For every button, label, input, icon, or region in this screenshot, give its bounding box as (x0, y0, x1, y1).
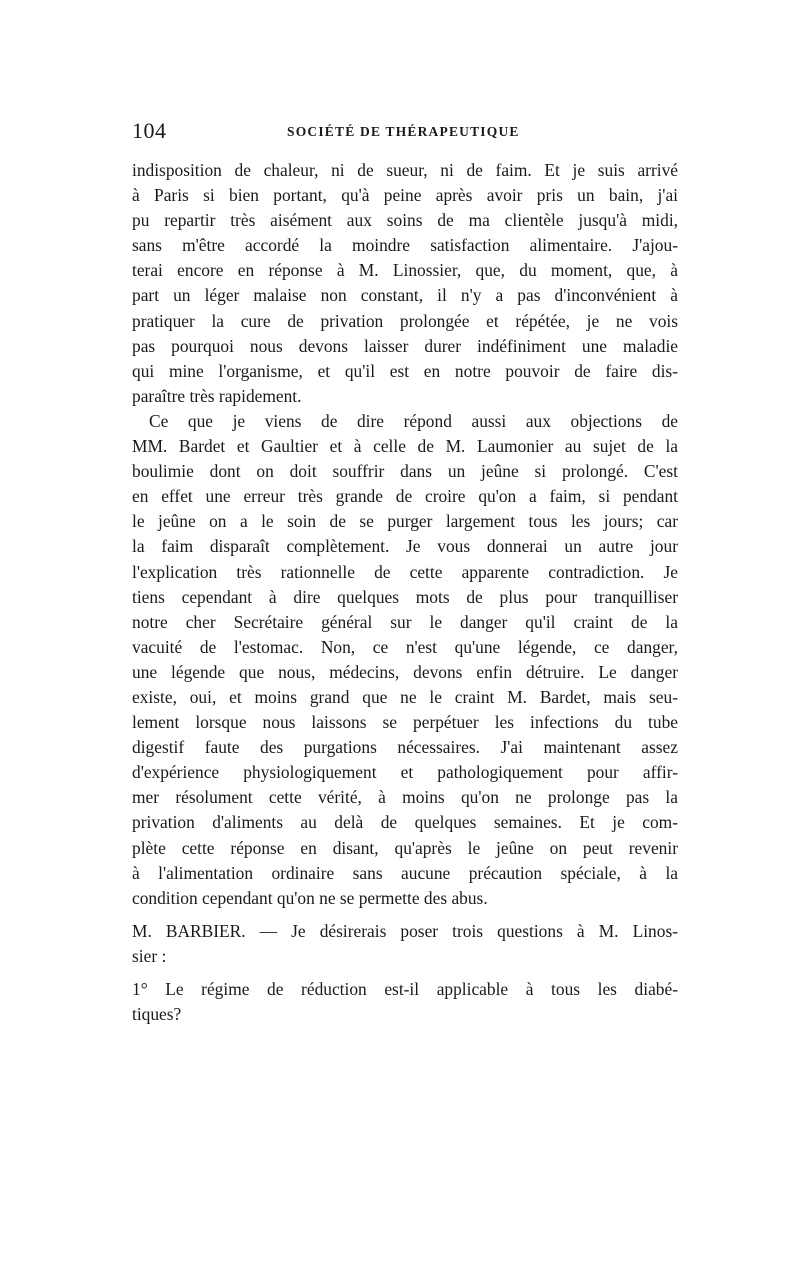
text-line: existe, oui, et moins grand que ne le craint M. Bardet, mais seu- (132, 686, 678, 707)
text-line: plète cette réponse en disant, qu'après le jeûne on peut revenir (132, 837, 678, 858)
text-line: pu repartir très aisément aux soins de ma clientèle jusqu'à midi, (132, 210, 678, 231)
text-line: paraître très rapidement. (132, 385, 302, 406)
text-line: la faim disparaît complètement. Je vous donnerai un autre jour (132, 536, 678, 557)
text-line: pas pourquoi nous devons laisser durer indéfiniment une maladie (132, 335, 678, 356)
text-line: digestif faute des purgations nécessaires. J'ai maintenant assez (132, 737, 678, 758)
text-line: l'explication très rationnelle de cette apparente contradiction. Je (132, 561, 678, 582)
body-text (132, 158, 678, 1027)
paragraph-continuation (132, 434, 678, 911)
text-line: mer résolument cette vérité, à moins qu'on ne prolonge pas la (132, 787, 678, 808)
text-line: tiens cependant à dire quelques mots de plus pour tranquilliser (132, 586, 678, 607)
text-line: MM. Bardet et Gaultier et à celle de M. Laumonier au sujet de la (132, 436, 678, 457)
text-line: une légende que nous, médecins, devons enfin détruire. Le danger (132, 661, 678, 682)
text-line: terai encore en réponse à M. Linossier, que, du moment, que, à (132, 260, 678, 281)
text-line: à l'alimentation ordinaire sans aucune précaution spéciale, à la (132, 862, 678, 883)
text-line: part un léger malaise non constant, il n'y a pas d'inconvénient à (132, 285, 678, 306)
text-line: indisposition de chaleur, ni de sueur, ni de faim. Et je suis arrivé (132, 160, 678, 180)
text-line: notre cher Secrétaire général sur le danger qu'il craint de la (132, 611, 678, 632)
paragraph (132, 409, 678, 434)
text-line: privation d'aliments au delà de quelques semaines. Et je com- (132, 812, 678, 833)
paragraph-gap (132, 911, 678, 919)
text-line: le jeûne on a le soin de se purger largement tous les jours; car (132, 511, 678, 532)
page-number: 104 (132, 118, 167, 143)
text-line: 1° Le régime de réduction est-il applicable à tous les diabé- (132, 979, 678, 999)
paragraph-gap (132, 969, 678, 977)
text-line: sier : (132, 945, 167, 966)
text-line: qui mine l'organisme, et qu'il est en notre pouvoir de faire dis- (132, 360, 678, 381)
text-line: en effet une erreur très grande de croire qu'on a faim, si pendant (132, 486, 678, 507)
text-line: condition cependant qu'on ne se permette des abus. (132, 887, 488, 908)
text-line: tiques? (132, 1004, 182, 1025)
paragraph (132, 919, 678, 969)
text-line: boulimie dont on doit souffrir dans un jeûne si prolongé. C'est (132, 461, 678, 482)
running-title: SOCIÉTÉ DE THÉRAPEUTIQUE (287, 124, 520, 139)
text-line: d'expérience physiologiquement et pathologiquement pour affir- (132, 762, 678, 783)
paragraph (132, 158, 678, 409)
text-line: pratiquer la cure de privation prolongée et répétée, je ne vois (132, 310, 678, 331)
text-line: lement lorsque nous laissons se perpétuer les infections du tube (132, 712, 678, 733)
running-header (132, 118, 678, 148)
text-line: Ce que je viens de dire répond aussi aux objections de (149, 410, 678, 431)
text-line: sans m'être accordé la moindre satisfaction alimentaire. J'ajou- (132, 235, 678, 256)
paragraph (132, 977, 678, 1027)
text-line: vacuité de l'estomac. Non, ce n'est qu'une légende, ce danger, (132, 636, 678, 657)
text-line: M. BARBIER. — Je désirerais poser trois questions à M. Linos- (132, 920, 678, 941)
text-line: à Paris si bien portant, qu'à peine après avoir pris un bain, j'ai (132, 185, 678, 206)
